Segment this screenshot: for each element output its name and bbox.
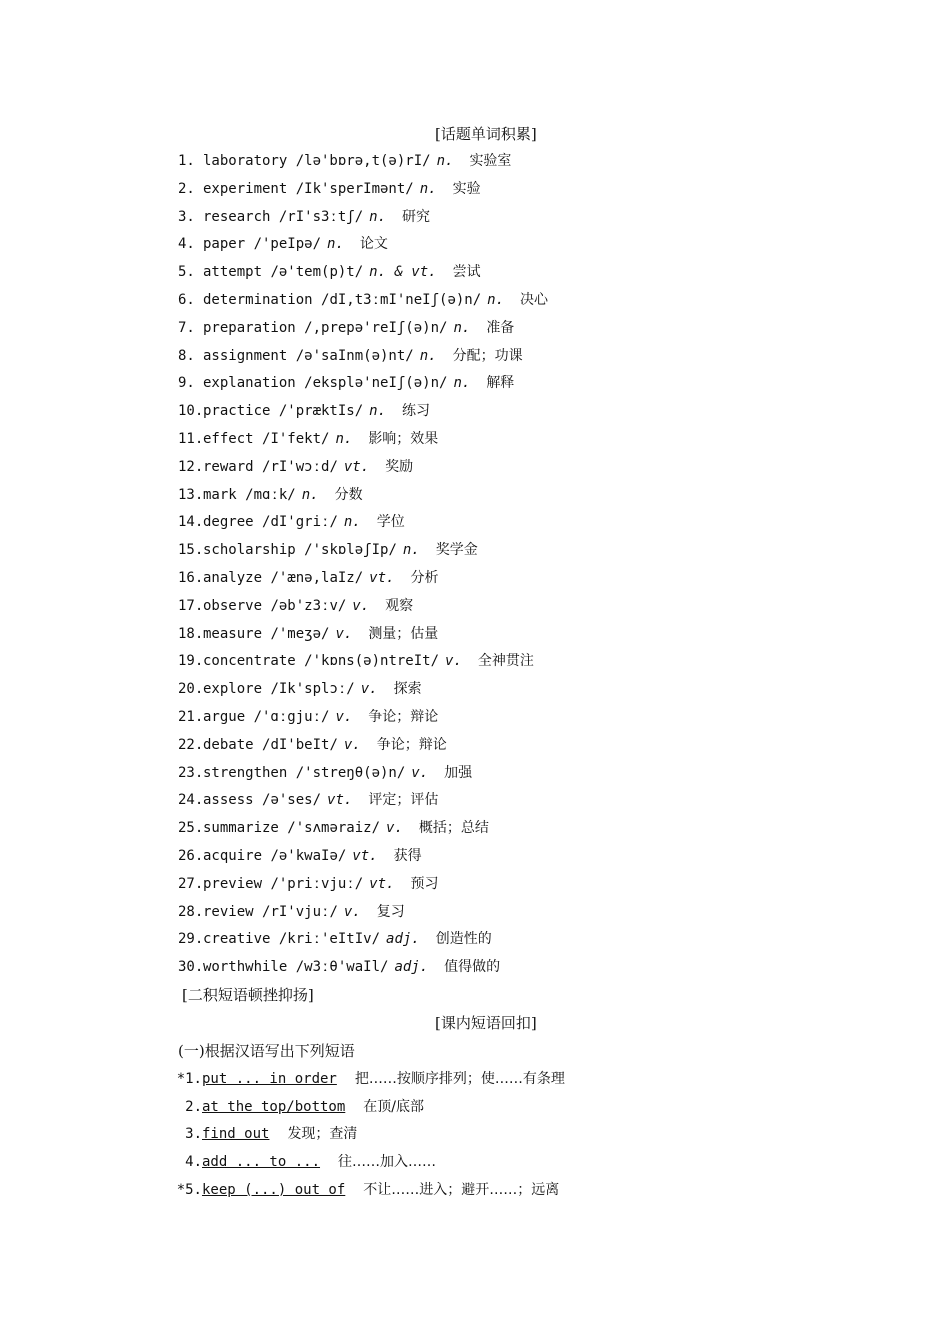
- vocab-part-of-speech: adj.: [386, 931, 420, 948]
- vocab-part-of-speech: v.: [335, 708, 353, 725]
- vocab-chinese: 分析: [410, 569, 439, 586]
- vocab-item: [178, 426, 898, 454]
- vocab-word: preview: [203, 875, 271, 892]
- vocab-chinese: 预习: [410, 875, 439, 892]
- vocab-phonetic: /Ik'splɔː/: [270, 681, 355, 698]
- vocab-number: 15.: [178, 542, 204, 559]
- vocab-item: [178, 537, 898, 565]
- vocab-part-of-speech: vt.: [327, 792, 353, 809]
- phrase-chinese: 把……按顺序排列；使……有条理: [354, 1071, 565, 1087]
- vocab-part-of-speech: n.: [453, 319, 471, 336]
- vocab-part-of-speech: v.: [343, 736, 361, 753]
- phrase-chinese: 发现；查清: [287, 1126, 358, 1142]
- vocab-number: 21.: [178, 708, 204, 725]
- vocab-number: 29.: [178, 931, 204, 948]
- vocab-number: 12.: [178, 458, 204, 475]
- vocab-chinese: 实验: [452, 180, 481, 197]
- vocab-part-of-speech: adj.: [394, 959, 429, 976]
- vocab-phonetic: /ə'kwaIə/: [270, 847, 347, 864]
- vocab-number: 6.: [178, 291, 195, 308]
- vocab-chinese: 准备: [486, 319, 515, 336]
- vocab-phonetic: /rI'wɔːd/: [262, 458, 338, 475]
- sub-instruction: (一)根据汉语写出下列短语: [178, 1042, 355, 1060]
- vocab-phonetic: /ə'ses/: [262, 792, 322, 809]
- vocab-word: summarize: [203, 820, 288, 837]
- vocab-number: 7.: [178, 319, 195, 336]
- vocab-part-of-speech: n.: [335, 430, 353, 447]
- vocab-phonetic: /rI'vjuː/: [262, 903, 338, 920]
- vocab-word: attempt: [203, 264, 271, 281]
- vocab-chinese: 评定；评估: [368, 792, 439, 809]
- vocab-word: argue: [203, 708, 254, 725]
- vocab-item: [178, 815, 898, 843]
- vocab-chinese: 解释: [486, 375, 515, 392]
- vocab-part-of-speech: n.: [327, 236, 344, 253]
- vocab-chinese: 争论；辩论: [376, 736, 447, 753]
- vocab-phonetic: /'skɒləʃIp/: [304, 542, 397, 559]
- vocab-phonetic: /'streŋθ(ə)n/: [295, 764, 406, 781]
- vocab-word: determination: [203, 291, 322, 308]
- vocab-chinese: 研究: [402, 208, 431, 225]
- vocab-word: observe: [203, 597, 271, 614]
- vocab-item: [178, 954, 898, 982]
- vocab-number: 2.: [178, 180, 195, 197]
- vocab-word: concentrate: [203, 653, 305, 670]
- vocab-phonetic: /'kɒns(ə)ntreIt/: [304, 653, 440, 670]
- vocab-part-of-speech: vt.: [352, 847, 378, 864]
- vocab-chinese: 争论；辩论: [368, 708, 439, 725]
- vocab-item: [178, 565, 898, 593]
- vocab-item: [178, 926, 898, 954]
- vocab-part-of-speech: n.: [487, 291, 505, 308]
- vocab-item: [178, 204, 898, 232]
- vocab-item: [178, 398, 898, 426]
- vocab-number: 1.: [178, 153, 195, 169]
- vocab-item: [178, 315, 898, 343]
- vocab-part-of-speech: v.: [360, 681, 378, 698]
- vocab-part-of-speech: v.: [352, 597, 370, 614]
- vocab-chinese: 奖学金: [435, 542, 478, 559]
- phrase-english: put ... in order: [202, 1071, 337, 1087]
- vocab-number: 27.: [178, 875, 204, 892]
- vocab-number: 10.: [178, 403, 204, 420]
- in-class-phrases-heading: [课内短语回扣]: [435, 1014, 537, 1032]
- vocab-item: [178, 843, 898, 871]
- vocab-part-of-speech: n.: [369, 403, 387, 420]
- vocab-chinese: 论文: [359, 236, 388, 253]
- vocab-phonetic: /'præktIs/: [278, 403, 364, 420]
- vocab-phonetic: /dI'griː/: [262, 514, 338, 531]
- vocab-item: [178, 676, 898, 704]
- vocab-chinese: 学位: [376, 514, 405, 531]
- vocab-item: [178, 148, 898, 176]
- phrase-chinese: 不让……进入；避开……；远离: [363, 1182, 560, 1198]
- vocab-phonetic: /kriː'eItIv/: [278, 931, 381, 948]
- vocab-chinese: 尝试: [452, 264, 481, 281]
- vocab-number: 9.: [178, 375, 195, 392]
- vocab-item: [178, 871, 898, 899]
- vocab-item: [178, 704, 898, 732]
- vocab-item: [178, 343, 898, 371]
- vocab-chinese: 加强: [444, 764, 473, 781]
- vocab-number: 16.: [178, 569, 204, 586]
- phrase-number: 2.: [185, 1099, 202, 1115]
- vocab-chinese: 创造性的: [435, 931, 492, 948]
- vocab-number: 22.: [178, 736, 204, 753]
- vocab-part-of-speech: n.: [436, 153, 454, 169]
- vocab-item: [178, 509, 898, 537]
- vocab-item: [178, 648, 898, 676]
- vocab-word: measure: [203, 625, 271, 642]
- vocab-chinese: 奖励: [385, 458, 414, 475]
- phrase-english: keep (...) out of: [202, 1182, 346, 1198]
- phrase-item: [175, 1068, 565, 1088]
- phrase-item: [175, 1096, 424, 1116]
- phrase-english: find out: [202, 1126, 270, 1142]
- vocab-number: 8.: [178, 347, 195, 364]
- vocab-chinese: 实验室: [469, 153, 512, 169]
- vocab-word: paper: [203, 236, 254, 253]
- vocab-item: [178, 176, 898, 204]
- vocab-chinese: 值得做的: [444, 959, 501, 976]
- vocab-item: [178, 760, 898, 788]
- vocab-list: [178, 148, 898, 982]
- vocab-word: analyze: [203, 569, 271, 586]
- vocab-part-of-speech: vt.: [369, 875, 395, 892]
- vocab-number: 11.: [178, 430, 204, 447]
- vocab-chinese: 概括；总结: [418, 820, 489, 837]
- vocab-part-of-speech: n.: [343, 514, 361, 531]
- vocab-word: preparation: [203, 319, 305, 336]
- vocab-part-of-speech: v.: [386, 820, 403, 837]
- vocab-word: practice: [203, 403, 279, 420]
- vocab-phonetic: /'priːvjuː/: [270, 875, 364, 892]
- vocab-phonetic: /'peIpə/: [253, 236, 322, 253]
- vocab-item: [178, 593, 898, 621]
- phrase-english: at the top/bottom: [202, 1099, 346, 1115]
- vocab-part-of-speech: n.: [453, 375, 471, 392]
- vocab-chinese: 获得: [393, 847, 422, 864]
- vocab-phonetic: /w3ːθ'waIl/: [295, 959, 389, 976]
- vocab-word: explanation: [203, 375, 305, 392]
- phrase-chinese: 在顶/底部: [363, 1099, 425, 1115]
- vocab-chinese: 全神贯注: [477, 653, 534, 670]
- vocab-number: 23.: [178, 764, 204, 781]
- vocab-word: experiment: [203, 180, 296, 197]
- vocab-number: 5.: [178, 264, 195, 281]
- vocab-phonetic: /I'fekt/: [262, 430, 330, 447]
- vocab-word: review: [203, 903, 263, 920]
- vocab-phonetic: /dI,t3ːmI'neIʃ(ə)n/: [321, 291, 482, 308]
- vocab-chinese: 测量；估量: [368, 625, 439, 642]
- phrase-english: add ... to ...: [202, 1154, 321, 1170]
- vocab-chinese: 探索: [393, 681, 422, 698]
- vocab-chinese: 观察: [385, 597, 414, 614]
- vocab-phonetic: /lə'bɒrə,t(ə)rI/: [295, 153, 431, 169]
- vocab-part-of-speech: vt.: [369, 569, 395, 586]
- vocab-word: reward: [203, 458, 263, 475]
- vocab-number: 24.: [178, 792, 204, 809]
- vocab-chinese: 决心: [520, 291, 549, 308]
- vocab-item: [178, 259, 898, 287]
- vocab-word: mark: [203, 486, 246, 503]
- vocab-chinese: 分数: [334, 486, 363, 503]
- phrase-item: [175, 1179, 559, 1199]
- vocab-item: [178, 621, 898, 649]
- vocab-word: research: [203, 208, 279, 225]
- vocab-word: effect: [203, 430, 263, 447]
- vocab-part-of-speech: n. & vt.: [369, 264, 437, 281]
- vocab-phonetic: /ə'saInm(ə)nt/: [295, 347, 414, 364]
- phrase-item: [175, 1151, 436, 1171]
- vocab-item: [178, 231, 898, 259]
- vocab-item: [178, 287, 898, 315]
- vocab-number: 30.: [178, 959, 204, 976]
- vocab-part-of-speech: v.: [411, 764, 429, 781]
- vocab-number: 25.: [178, 820, 204, 837]
- vocab-number: 17.: [178, 597, 204, 614]
- vocab-part-of-speech: n.: [419, 180, 437, 197]
- vocab-part-of-speech: n.: [419, 347, 437, 364]
- vocab-word: strengthen: [203, 764, 296, 781]
- phrase-number: 3.: [185, 1126, 202, 1142]
- vocab-word: acquire: [203, 847, 271, 864]
- vocab-word: laboratory: [203, 153, 296, 169]
- vocab-number: 18.: [178, 625, 204, 642]
- vocab-number: 14.: [178, 514, 204, 531]
- phrase-item: [175, 1123, 357, 1143]
- phrases-section-heading: [二积短语顿挫抑扬]: [182, 986, 314, 1004]
- phrase-number: 4.: [185, 1154, 202, 1170]
- vocab-chinese: 分配；功课: [452, 347, 523, 364]
- vocab-chinese: 复习: [376, 903, 405, 920]
- vocab-number: 28.: [178, 903, 204, 920]
- vocab-word: explore: [203, 681, 271, 698]
- vocab-item: [178, 732, 898, 760]
- vocab-word: assignment: [203, 347, 296, 364]
- vocab-item: [178, 787, 898, 815]
- vocab-item: [178, 370, 898, 398]
- vocab-number: 26.: [178, 847, 204, 864]
- vocab-part-of-speech: v.: [343, 903, 361, 920]
- phrase-number: *5.: [176, 1182, 202, 1198]
- phrase-chinese: 往……加入……: [338, 1154, 437, 1170]
- vocab-part-of-speech: v.: [445, 653, 462, 670]
- vocab-item: [178, 899, 898, 927]
- vocab-word: debate: [203, 736, 263, 753]
- vocab-phonetic: /mɑːk/: [245, 486, 296, 503]
- vocab-chinese: 练习: [402, 403, 431, 420]
- topic-words-heading: [话题单词积累]: [435, 125, 537, 143]
- vocab-word: degree: [203, 514, 263, 531]
- vocab-word: worthwhile: [203, 959, 296, 976]
- vocab-number: 20.: [178, 681, 204, 698]
- vocab-number: 13.: [178, 486, 204, 503]
- vocab-phonetic: /'meʒə/: [270, 625, 330, 642]
- vocab-phonetic: /'sʌməraiz/: [287, 820, 381, 837]
- vocab-phonetic: /Ik'sperImənt/: [295, 180, 414, 197]
- vocab-word: assess: [203, 792, 263, 809]
- vocab-part-of-speech: vt.: [343, 458, 370, 475]
- vocab-phonetic: /'ænə,laIz/: [270, 569, 364, 586]
- vocab-item: [178, 482, 898, 510]
- vocab-chinese: 影响；效果: [368, 430, 439, 447]
- vocab-number: 3.: [178, 208, 195, 225]
- vocab-item: [178, 454, 898, 482]
- vocab-phonetic: /dI'beIt/: [262, 736, 338, 753]
- vocab-phonetic: /əb'z3ːv/: [270, 597, 347, 614]
- vocab-part-of-speech: n.: [369, 208, 387, 225]
- vocab-part-of-speech: v.: [335, 625, 353, 642]
- phrase-number: *1.: [176, 1071, 202, 1087]
- vocab-part-of-speech: n.: [301, 486, 319, 503]
- vocab-part-of-speech: n.: [402, 542, 420, 559]
- vocab-word: creative: [203, 931, 279, 948]
- vocab-phonetic: /'ɑːgjuː/: [253, 708, 330, 725]
- vocab-phonetic: /rI's3ːtʃ/: [278, 208, 364, 225]
- vocab-phonetic: /eksplə'neIʃ(ə)n/: [304, 375, 448, 392]
- vocab-word: scholarship: [203, 542, 305, 559]
- vocab-number: 19.: [178, 653, 204, 670]
- vocab-phonetic: /ə'tem(p)t/: [270, 264, 364, 281]
- vocab-number: 4.: [178, 236, 195, 253]
- vocab-phonetic: /,prepə'reIʃ(ə)n/: [304, 319, 448, 336]
